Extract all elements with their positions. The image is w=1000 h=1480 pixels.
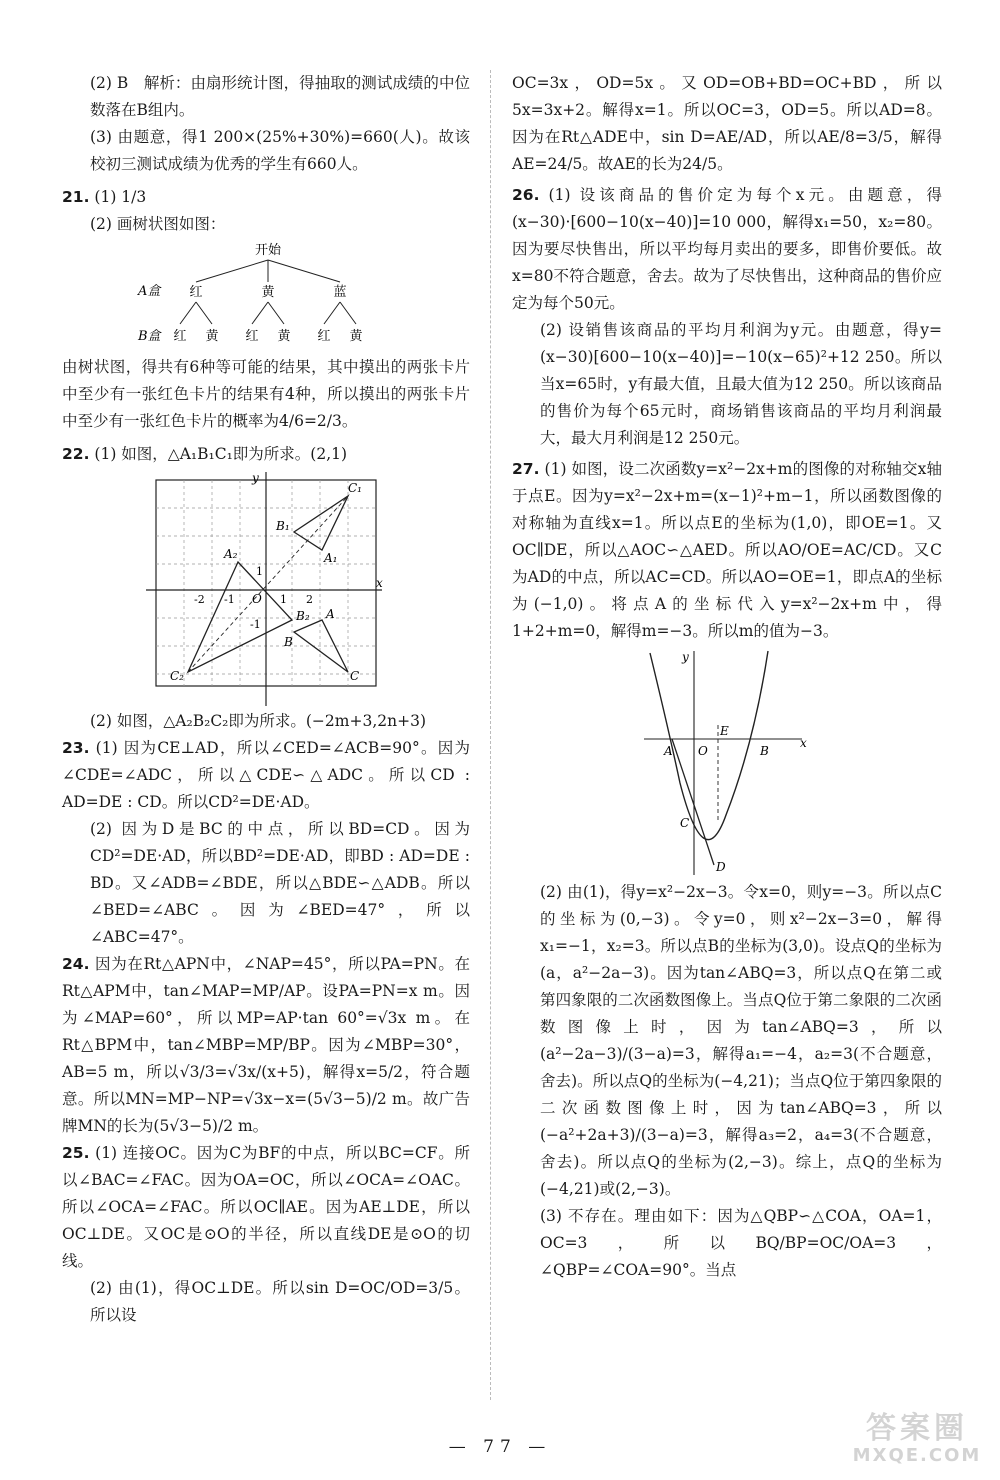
answer-22-1 xyxy=(62,441,470,468)
answer-21-1-text: (1) 1/3 xyxy=(94,188,147,206)
question-number-22: 22. xyxy=(62,445,90,463)
question-number-26: 26. xyxy=(512,186,540,204)
parabola-point-D: D xyxy=(716,860,726,874)
coordinate-grid-figure xyxy=(146,470,386,706)
parabola-point-C: C xyxy=(680,816,690,830)
answer-21-2: (2) 画树状图如图： xyxy=(90,215,226,233)
grid-point-A: A xyxy=(326,607,335,621)
grid-tick-x-m1: -1 xyxy=(224,593,235,606)
grid-y-label: y xyxy=(252,471,259,485)
watermark-logo xyxy=(842,1412,992,1472)
tree-diagram xyxy=(116,240,416,352)
tree-node-l2-0: 红 xyxy=(173,329,187,344)
tree-node-l2-2: 红 xyxy=(245,329,259,344)
tree-node-l1-1: 黄 xyxy=(261,285,275,300)
left-column xyxy=(62,70,470,1329)
grid-point-B1: B₁ xyxy=(276,519,290,533)
answer-20-3: (3) 由题意，得1 200×(25%+30%)=660(人)。故该校初三测试成绩为优秀的学生有660人。 xyxy=(90,128,470,173)
right-column xyxy=(512,70,942,1284)
answer-27-2: (2) 由(1)，得y=x²−2x−3。令x=0，则y=−3。所以点C的坐标为(0,−3)。令y=0，则x²−2x−3=0，解得x₁=−1，x₂=3。所以点B的坐标为(3,0)。设点Q的坐标为(a，a²−2a−3)。因为tan∠ABQ=3，所以点Q在第二或第四象限的二次函数图像上。当点Q位于第二象限的二次函数图像上时，因为tan∠ABQ=3，所以(a²−2a−3)/(3−a)=3，解得a₁=−4，a₂=3(不合题意，舍去)。所以点Q的坐标为(−4,21)；当点Q位于第四象限的二次函数图像上时，因为tan∠ABQ=3，所以(−a²+2a+3)/(3−a)=3，解得a₃=2，a₄=3(不合题意，舍去)。所以点Q的坐标为(2,−3)。综上，点Q的坐标为(−4,21)或(2,−3)。 xyxy=(540,883,942,1198)
question-number-21: 21. xyxy=(62,188,90,206)
answer-27-1 xyxy=(512,456,942,645)
answer-26-1-text: (1) 设该商品的售价定为每个x元。由题意，得(x−30)·[600−10(x−40)]=10 000，解得x₁=50，x₂=80。因为要尽快售出，所以平均每月卖出的要多，即售价要低。故x=80不符合题意，舍去。故为了尽快售出，这种商品的售价应定为每个50元。 xyxy=(512,186,942,312)
tree-node-l2-5: 黄 xyxy=(349,329,363,344)
answer-23-1 xyxy=(62,735,470,816)
tree-node-l1-0: 红 xyxy=(189,285,203,300)
tree-node-l1-2: 蓝 xyxy=(333,285,347,300)
question-number-24: 24. xyxy=(62,955,90,973)
grid-point-B2: B₂ xyxy=(296,609,310,623)
parabola-x-label: x xyxy=(800,736,807,750)
answer-24-text: 因为在Rt△APN中，∠NAP=45°，所以PA=PN。在Rt△APM中，tan∠MAP=MP/AP。设PA=PN=x m。因为∠MAP=60°，所以MP=AP·tan 60°=√3x m。在Rt△BPM中，tan∠MBP=MP/BP。因为∠MBP=30°，AB=5 m，所以√3/3=√3x/(x+5)，解得x=5/2，符合题意。所以MN=MP−NP=√3x−x=(5√3−5)/2 m。故广告牌MN的长为(5√3−5)/2 m。 xyxy=(62,955,470,1135)
column-divider xyxy=(490,70,491,1400)
answer-21-1 xyxy=(62,184,470,211)
watermark-title: 答案圈 xyxy=(866,1411,968,1446)
answer-25-2: (2) 由(1)，得OC⊥DE。所以sin D=OC/OD=3/5。所以设 xyxy=(90,1279,470,1324)
parabola-y-label: y xyxy=(682,650,689,664)
question-number-25: 25. xyxy=(62,1144,90,1162)
question-number-23: 23. xyxy=(62,739,90,757)
parabola-figure xyxy=(642,647,812,877)
grid-origin-label: O xyxy=(252,592,262,606)
tree-node-l2-4: 红 xyxy=(317,329,331,344)
answer-20-2: (2) B 解析：由扇形统计图，得抽取的测试成绩的中位数落在B组内。 xyxy=(90,74,470,119)
grid-point-A1: A₁ xyxy=(324,551,338,565)
grid-point-C2: C₂ xyxy=(170,669,184,683)
grid-x-label: x xyxy=(376,576,383,590)
tree-start-label: 开始 xyxy=(254,243,282,258)
grid-point-C1: C₁ xyxy=(348,481,362,495)
answer-22-1-text: (1) 如图，△A₁B₁C₁即为所求。(2,1) xyxy=(94,445,348,463)
grid-tick-x-1: 1 xyxy=(280,593,287,606)
tree-box-a-label: A盒 xyxy=(138,284,161,299)
tree-node-l2-1: 黄 xyxy=(205,329,219,344)
answer-22-2: (2) 如图，△A₂B₂C₂即为所求。(−2m+3,2n+3) xyxy=(90,712,426,730)
tree-node-l2-3: 黄 xyxy=(277,329,291,344)
answer-25-1 xyxy=(62,1140,470,1275)
parabola-point-B: B xyxy=(760,744,769,758)
answer-25-continued: OC=3x，OD=5x。又OD=OB+BD=OC+BD，所以5x=3x+2。解得x=1。所以OC=3，OD=5。所以AD=8。因为在Rt△ADE中，sin D=AE/AD，所以AE/8=3/5，解得AE=24/5。故AE的长为24/5。 xyxy=(512,74,942,173)
tree-box-b-label: B盒 xyxy=(138,329,161,344)
page-number: — 77 — xyxy=(448,1437,552,1457)
grid-tick-y-1: 1 xyxy=(256,565,263,578)
grid-tick-y-m1: -1 xyxy=(250,618,261,631)
watermark-url: MXQE.COM xyxy=(852,1445,982,1466)
answer-27-3: (3) 不存在。理由如下：因为△QBP∽△COA，OA=1，OC=3，所以BQ/BP=OC/OA=3，∠QBP=∠COA=90°。当点 xyxy=(540,1207,942,1279)
answer-23-1-text: (1) 因为CE⊥AD，所以∠CED=∠ACB=90°。因为∠CDE=∠ADC，所以△CDE∽△ADC。所以CD : AD=DE : CD。所以CD²=DE·AD。 xyxy=(62,739,470,811)
parabola-point-O: O xyxy=(698,744,708,758)
answer-26-2: (2) 设销售该商品的平均月利润为y元。由题意，得y=(x−30)[600−10(x−40)]=−10(x−65)²+12 250。所以当x=65时，y有最大值，且最大值为12 250。所以该商品的售价为每个65元时，商场销售该商品的平均月利润最大，最大月利润是12 250元。 xyxy=(540,321,942,447)
parabola-point-E: E xyxy=(720,724,729,738)
answer-21-conclusion: 由树状图，得共有6种等可能的结果，其中摸出的两张卡片中至少有一张红色卡片的结果有4种，所以摸出的两张卡片中至少有一张红色卡片的概率为4/6=2/3。 xyxy=(62,358,470,430)
answer-23-2: (2) 因为D是BC的中点，所以BD=CD。因为CD²=DE·AD，所以BD²=DE·AD，即BD : AD=DE : BD。又∠ADB=∠BDE，所以△BDE∽△ADB。所以∠BED=∠ABC。因为∠BED=47°，所以∠ABC=47°。 xyxy=(90,820,470,946)
question-number-27: 27. xyxy=(512,460,540,478)
grid-tick-x-2: 2 xyxy=(306,593,313,606)
grid-point-A2: A₂ xyxy=(224,547,238,561)
answer-24 xyxy=(62,951,470,1140)
answer-25-1-text: (1) 连接OC。因为C为BF的中点，所以BC=CF。所以∠BAC=∠FAC。因为OA=OC，所以∠OCA=∠OAC。所以∠OCA=∠FAC。所以OC∥AE。因为AE⊥DE，所以OC⊥DE。又OC是⊙O的半径，所以直线DE是⊙O的切线。 xyxy=(62,1144,470,1270)
grid-tick-x-m2: -2 xyxy=(194,593,205,606)
parabola-point-A: A xyxy=(664,744,673,758)
answer-27-1-text: (1) 如图，设二次函数y=x²−2x+m的图像的对称轴交x轴于点E。因为y=x²−2x+m=(x−1)²+m−1，所以函数图像的对称轴为直线x=1。所以点E的坐标为(1,0)，即OE=1。又OC∥DE，所以△AOC∽△AED。所以AO/OE=AC/CD。又C为AD的中点，所以AC=CD。所以AO=OE=1，即点A的坐标为(−1,0)。将点A的坐标代入y=x²−2x+m中，得1+2+m=0，解得m=−3。所以m的值为−3。 xyxy=(512,460,942,640)
answer-26-1 xyxy=(512,182,942,317)
grid-point-B: B xyxy=(284,635,293,649)
grid-point-C: C xyxy=(350,669,360,683)
